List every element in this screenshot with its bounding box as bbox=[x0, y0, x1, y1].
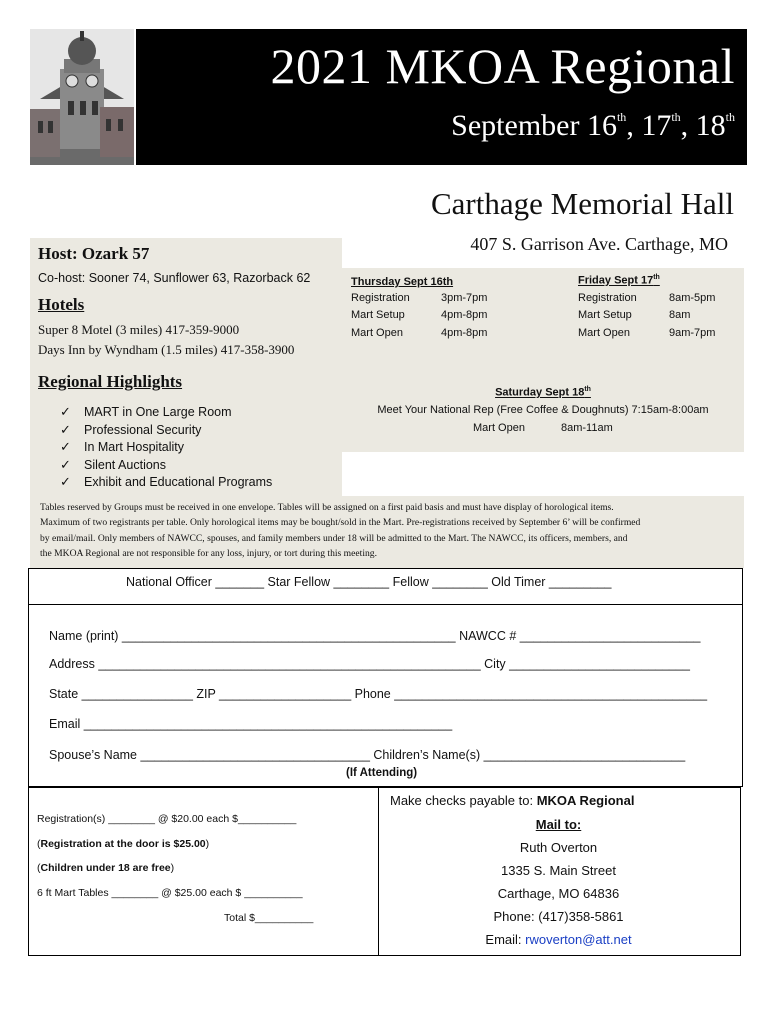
check-icon: ✓ bbox=[60, 404, 71, 419]
venue-address: 407 S. Garrison Ave. Carthage, MO bbox=[470, 234, 728, 254]
schedule-label: Mart Open bbox=[473, 422, 525, 434]
door-price-note: (Registration at the door is $25.00) bbox=[37, 838, 210, 850]
if-attending-note: (If Attending) bbox=[346, 767, 418, 779]
tables-field[interactable]: 6 ft Mart Tables ________ @ $25.00 each $ __________ bbox=[37, 887, 303, 899]
highlight-item: ✓ Silent Auctions bbox=[60, 457, 166, 472]
spouse-field[interactable]: Spouse’s Name _________________________________ Children’s Name(s) _____________________________ bbox=[49, 748, 686, 762]
venue-name: Carthage Memorial Hall bbox=[430, 186, 734, 221]
saturday-heading: Saturday Sept 18th bbox=[495, 386, 591, 399]
name-field[interactable]: Name (print) ________________________________________________ NAWCC # __________________________ bbox=[49, 629, 701, 643]
date-1: September 16 bbox=[451, 109, 617, 142]
highlight-item: ✓ In Mart Hospitality bbox=[60, 439, 185, 454]
hotels-heading: Hotels bbox=[38, 295, 85, 314]
mail-city: Carthage, MO 64836 bbox=[497, 886, 620, 901]
schedule-time: 8am bbox=[669, 309, 691, 321]
highlight-item: ✓ Exhibit and Educational Programs bbox=[60, 474, 273, 489]
highlights-heading: Regional Highlights bbox=[38, 372, 183, 391]
cohost-text: Co-host: Sooner 74, Sunflower 63, Razorback 62 bbox=[38, 271, 311, 285]
children-note: (Children under 18 are free) bbox=[37, 862, 175, 874]
schedule-label: Mart Open bbox=[578, 327, 630, 339]
hotel-item: Super 8 Motel (3 miles) 417-359-9000 bbox=[38, 322, 240, 337]
check-icon: ✓ bbox=[60, 439, 71, 454]
title-banner bbox=[136, 29, 747, 165]
schedule-label: Mart Open bbox=[351, 327, 403, 339]
schedule-time: 4pm-8pm bbox=[441, 309, 488, 321]
thursday-heading: Thursday Sept 16th bbox=[351, 276, 454, 288]
officer-status-field[interactable]: National Officer _______ Star Fellow ________ Fellow ________ Old Timer _________ bbox=[126, 575, 612, 589]
schedule-label: Mart Setup bbox=[578, 309, 632, 321]
date-2: 17 bbox=[641, 109, 672, 142]
mail-phone: Phone: (417)358-5861 bbox=[493, 909, 624, 924]
schedule-time: 8am-5pm bbox=[669, 292, 716, 304]
friday-heading: Friday Sept 17th bbox=[578, 274, 660, 287]
payable-to: Make checks payable to: MKOA Regional bbox=[390, 793, 635, 808]
email-field[interactable]: Email _____________________________________________________ bbox=[49, 717, 453, 731]
schedule-time: 3pm-7pm bbox=[441, 292, 488, 304]
divider bbox=[28, 604, 743, 605]
hotel-item: Days Inn by Wyndham (1.5 miles) 417-358-3900 bbox=[38, 342, 295, 357]
registration-field[interactable]: Registration(s) ________ @ $20.00 each $__________ bbox=[37, 813, 297, 825]
mail-street: 1335 S. Main Street bbox=[501, 863, 616, 878]
total-field[interactable]: Total $__________ bbox=[224, 912, 314, 924]
state-field[interactable]: State ________________ ZIP ___________________ Phone _____________________________________________ bbox=[49, 687, 708, 701]
schedule-label: Mart Setup bbox=[351, 309, 405, 321]
page-title: 2021 MKOA Regional bbox=[270, 38, 735, 94]
check-icon: ✓ bbox=[60, 457, 71, 472]
check-icon: ✓ bbox=[60, 474, 71, 489]
highlight-item: ✓ Professional Security bbox=[60, 422, 202, 437]
email-link[interactable]: rwoverton@att.net bbox=[525, 932, 632, 947]
highlight-item: ✓ MART in One Large Room bbox=[60, 404, 232, 419]
courthouse-photo bbox=[30, 29, 134, 165]
schedule-time: 4pm-8pm bbox=[441, 327, 488, 339]
mail-name: Ruth Overton bbox=[519, 840, 598, 855]
saturday-line: Meet Your National Rep (Free Coffee & Doughnuts) 7:15am-8:00am bbox=[377, 404, 709, 416]
schedule-time: 8am-11am bbox=[561, 422, 613, 434]
terms-text: Tables reserved by Groups must be received in one envelope. Tables will be assigned on a first paid basis and must have display of horological items. Maximum of two registrants per table. Only horological items may be bought/sold in the Mart. Pre-registrations received by September 6’ will be confirmed by email/mail. Only members of NAWCC, spouses, and family members under 18 will be admitted to the Mart. The NAWCC, its officers, members, and the MKOA Regional are not responsible for any loss, injury, or tort during this meeting. bbox=[40, 502, 641, 559]
check-icon: ✓ bbox=[60, 422, 71, 437]
schedule-label: Registration bbox=[351, 292, 410, 304]
host-title: Host: Ozark 57 bbox=[38, 244, 150, 263]
date-3: 18 bbox=[695, 109, 726, 142]
schedule-label: Registration bbox=[578, 292, 637, 304]
mail-email: Email: rwoverton@att.net bbox=[485, 932, 632, 947]
address-field[interactable]: Address _______________________________________________________ City __________________________ bbox=[49, 657, 690, 671]
schedule-time: 9am-7pm bbox=[669, 327, 716, 339]
event-dates: September 16th, 17th, 18th bbox=[451, 109, 735, 142]
mail-to-heading: Mail to: bbox=[535, 817, 582, 832]
